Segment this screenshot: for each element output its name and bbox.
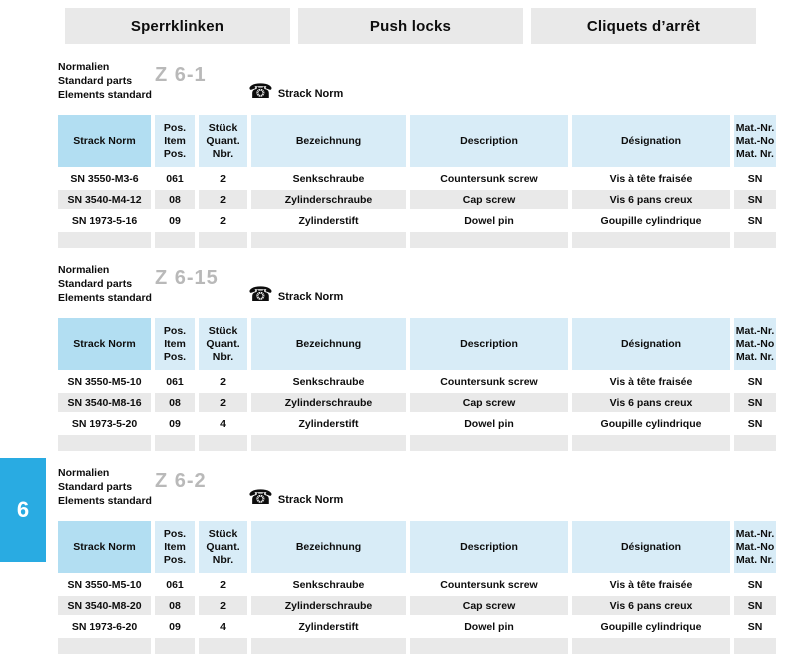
cell-mat: SN [734, 596, 776, 615]
section-header [58, 60, 776, 113]
col-header-line: Mat. Nr. [736, 147, 774, 160]
empty-cell [155, 232, 195, 248]
col-header-line: Pos. [163, 324, 187, 337]
empty-cell [251, 435, 406, 451]
cell-designation: Vis à tête fraisée [572, 575, 730, 594]
empty-row [58, 435, 776, 451]
cell-bezeichnung: Zylinderschraube [251, 393, 406, 412]
col-header-line: Mat.-No [735, 134, 775, 147]
cell-pos: 08 [155, 393, 195, 412]
cell-pos: 061 [155, 575, 195, 594]
empty-row [58, 638, 776, 654]
col-header-designation: Désignation [572, 521, 730, 573]
empty-cell [199, 435, 247, 451]
strack-norm-stamp [248, 488, 343, 508]
cell-strack-norm: SN 1973-5-16 [58, 211, 151, 230]
strack-norm-stamp [248, 82, 343, 102]
empty-cell [572, 435, 730, 451]
col-header-pos [155, 318, 195, 370]
cell-strack-norm: SN 3540-M8-20 [58, 596, 151, 615]
intro-line: Elements standard [58, 89, 152, 101]
intro-line: Elements standard [58, 495, 152, 507]
empty-cell [410, 435, 568, 451]
col-header-line: Mat.-Nr. [735, 527, 775, 540]
cell-qty: 2 [199, 393, 247, 412]
section-code: Z 6-2 [155, 470, 207, 492]
empty-cell [572, 638, 730, 654]
empty-row [58, 232, 776, 248]
intro-line: Standard parts [58, 75, 133, 87]
col-header-line: Quant. [206, 337, 240, 350]
empty-cell [58, 638, 151, 654]
cell-bezeichnung: Zylinderschraube [251, 596, 406, 615]
cell-bezeichnung: Zylinderstift [251, 211, 406, 230]
col-header-description: Description [410, 521, 568, 573]
cell-bezeichnung: Zylinderschraube [251, 190, 406, 209]
table-row [58, 596, 776, 615]
col-header-line: Pos. [163, 553, 187, 566]
col-header-line: Pos. [163, 121, 187, 134]
col-header-mat [734, 521, 776, 573]
col-header-qty [199, 318, 247, 370]
cell-qty: 2 [199, 169, 247, 188]
empty-cell [199, 232, 247, 248]
col-header-line: Stück [208, 121, 238, 134]
cell-qty: 2 [199, 575, 247, 594]
cell-description: Cap screw [410, 393, 568, 412]
section-header [58, 263, 776, 316]
norm-text: Strack Norm [277, 494, 344, 506]
cell-description: Dowel pin [410, 211, 568, 230]
col-header-line: Mat.-No [735, 540, 775, 553]
cell-mat: SN [734, 414, 776, 433]
col-header-line: Nbr. [212, 553, 234, 566]
cell-qty: 2 [199, 190, 247, 209]
cell-mat: SN [734, 575, 776, 594]
cell-pos: 061 [155, 372, 195, 391]
empty-cell [251, 232, 406, 248]
cell-designation: Goupille cylindrique [572, 414, 730, 433]
col-header-line: Mat. Nr. [736, 350, 774, 363]
cell-description: Countersunk screw [410, 169, 568, 188]
cell-description: Countersunk screw [410, 575, 568, 594]
cell-designation: Goupille cylindrique [572, 211, 730, 230]
empty-cell [58, 435, 151, 451]
col-header-line: Nbr. [212, 147, 234, 160]
col-header-line: Mat.-Nr. [735, 324, 775, 337]
empty-cell [734, 232, 776, 248]
cell-strack-norm: SN 3550-M3-6 [58, 169, 151, 188]
col-header-bezeichnung: Bezeichnung [251, 521, 406, 573]
col-header-line: Mat.-No [735, 337, 775, 350]
col-header-line: Nbr. [212, 350, 234, 363]
col-header-line: Stück [208, 324, 238, 337]
col-header-strack-norm: Strack Norm [58, 521, 151, 573]
cell-bezeichnung: Senkschraube [251, 169, 406, 188]
intro-line: Normalien [58, 467, 110, 479]
table-row [58, 575, 776, 594]
empty-cell [572, 232, 730, 248]
cell-designation: Vis à tête fraisée [572, 169, 730, 188]
cell-mat: SN [734, 211, 776, 230]
col-header-strack-norm: Strack Norm [58, 115, 151, 167]
col-header-qty [199, 521, 247, 573]
cell-pos: 08 [155, 190, 195, 209]
section-code: Z 6-1 [155, 64, 207, 86]
col-header-line: Item [164, 134, 186, 147]
col-header-description: Description [410, 318, 568, 370]
col-header-line: Item [164, 337, 186, 350]
col-header-line: Quant. [206, 540, 240, 553]
empty-cell [734, 638, 776, 654]
norm-text: Strack Norm [277, 291, 344, 303]
table-row [58, 169, 776, 188]
col-header-bezeichnung: Bezeichnung [251, 318, 406, 370]
table-row [58, 617, 776, 636]
col-header-pos [155, 115, 195, 167]
tab-push-locks: Push locks [298, 8, 523, 44]
cell-qty: 2 [199, 211, 247, 230]
table-header-row [58, 521, 776, 573]
empty-cell [155, 435, 195, 451]
cell-pos: 09 [155, 617, 195, 636]
tab-sperrklinken: Sperrklinken [65, 8, 290, 44]
cell-description: Dowel pin [410, 617, 568, 636]
cell-description: Cap screw [410, 596, 568, 615]
col-header-line: Mat. Nr. [736, 553, 774, 566]
cell-mat: SN [734, 393, 776, 412]
intro-line: Elements standard [58, 292, 152, 304]
cell-pos: 08 [155, 596, 195, 615]
col-header-description: Description [410, 115, 568, 167]
cell-bezeichnung: Senkschraube [251, 575, 406, 594]
col-header-qty [199, 115, 247, 167]
empty-cell [199, 638, 247, 654]
norm-text: Strack Norm [277, 88, 344, 100]
table-row [58, 414, 776, 433]
phone-icon: ☎ [248, 81, 273, 103]
cell-designation: Vis à tête fraisée [572, 372, 730, 391]
col-header-line: Pos. [163, 527, 187, 540]
intro-line: Standard parts [58, 278, 133, 290]
table-row [58, 393, 776, 412]
cell-qty: 2 [199, 372, 247, 391]
cell-mat: SN [734, 169, 776, 188]
cell-pos: 09 [155, 414, 195, 433]
col-header-line: Pos. [163, 350, 187, 363]
empty-cell [251, 638, 406, 654]
cell-bezeichnung: Zylinderstift [251, 617, 406, 636]
cell-qty: 4 [199, 414, 247, 433]
empty-cell [155, 638, 195, 654]
cell-designation: Vis 6 pans creux [572, 393, 730, 412]
section-z6-2 [58, 466, 776, 656]
cell-description: Dowel pin [410, 414, 568, 433]
tab-cliquets-darret: Cliquets d’arrêt [531, 8, 756, 44]
cell-strack-norm: SN 3540-M4-12 [58, 190, 151, 209]
cell-bezeichnung: Zylinderstift [251, 414, 406, 433]
cell-qty: 2 [199, 596, 247, 615]
col-header-designation: Désignation [572, 115, 730, 167]
table-row [58, 372, 776, 391]
col-header-mat [734, 318, 776, 370]
intro-line: Standard parts [58, 481, 133, 493]
cell-designation: Vis 6 pans creux [572, 596, 730, 615]
cell-mat: SN [734, 617, 776, 636]
empty-cell [410, 232, 568, 248]
strack-norm-stamp [248, 285, 343, 305]
col-header-line: Quant. [206, 134, 240, 147]
phone-icon: ☎ [248, 284, 273, 306]
section-z6-1 [58, 60, 776, 250]
col-header-designation: Désignation [572, 318, 730, 370]
parts-table [54, 113, 780, 250]
cell-pos: 09 [155, 211, 195, 230]
section-header [58, 466, 776, 519]
cell-designation: Goupille cylindrique [572, 617, 730, 636]
col-header-line: Item [164, 540, 186, 553]
page-number-tab: 6 [0, 458, 46, 562]
table-row [58, 211, 776, 230]
cell-strack-norm: SN 3550-M5-10 [58, 575, 151, 594]
phone-icon: ☎ [248, 487, 273, 509]
col-header-mat [734, 115, 776, 167]
cell-mat: SN [734, 372, 776, 391]
col-header-strack-norm: Strack Norm [58, 318, 151, 370]
empty-cell [410, 638, 568, 654]
col-header-line: Mat.-Nr. [735, 121, 775, 134]
cell-designation: Vis 6 pans creux [572, 190, 730, 209]
intro-line: Normalien [58, 61, 110, 73]
section-z6-15 [58, 263, 776, 453]
col-header-line: Pos. [163, 147, 187, 160]
cell-pos: 061 [155, 169, 195, 188]
cell-mat: SN [734, 190, 776, 209]
parts-table [54, 316, 780, 453]
table-header-row [58, 318, 776, 370]
cell-description: Cap screw [410, 190, 568, 209]
page-content [58, 60, 776, 667]
col-header-bezeichnung: Bezeichnung [251, 115, 406, 167]
cell-strack-norm: SN 1973-5-20 [58, 414, 151, 433]
cell-bezeichnung: Senkschraube [251, 372, 406, 391]
table-header-row [58, 115, 776, 167]
header-tabs [65, 8, 756, 44]
table-row [58, 190, 776, 209]
parts-table [54, 519, 780, 656]
cell-strack-norm: SN 3540-M8-16 [58, 393, 151, 412]
empty-cell [58, 232, 151, 248]
cell-qty: 4 [199, 617, 247, 636]
section-code: Z 6-15 [155, 267, 219, 289]
intro-line: Normalien [58, 264, 110, 276]
cell-description: Countersunk screw [410, 372, 568, 391]
cell-strack-norm: SN 1973-6-20 [58, 617, 151, 636]
col-header-pos [155, 521, 195, 573]
cell-strack-norm: SN 3550-M5-10 [58, 372, 151, 391]
empty-cell [734, 435, 776, 451]
col-header-line: Stück [208, 527, 238, 540]
